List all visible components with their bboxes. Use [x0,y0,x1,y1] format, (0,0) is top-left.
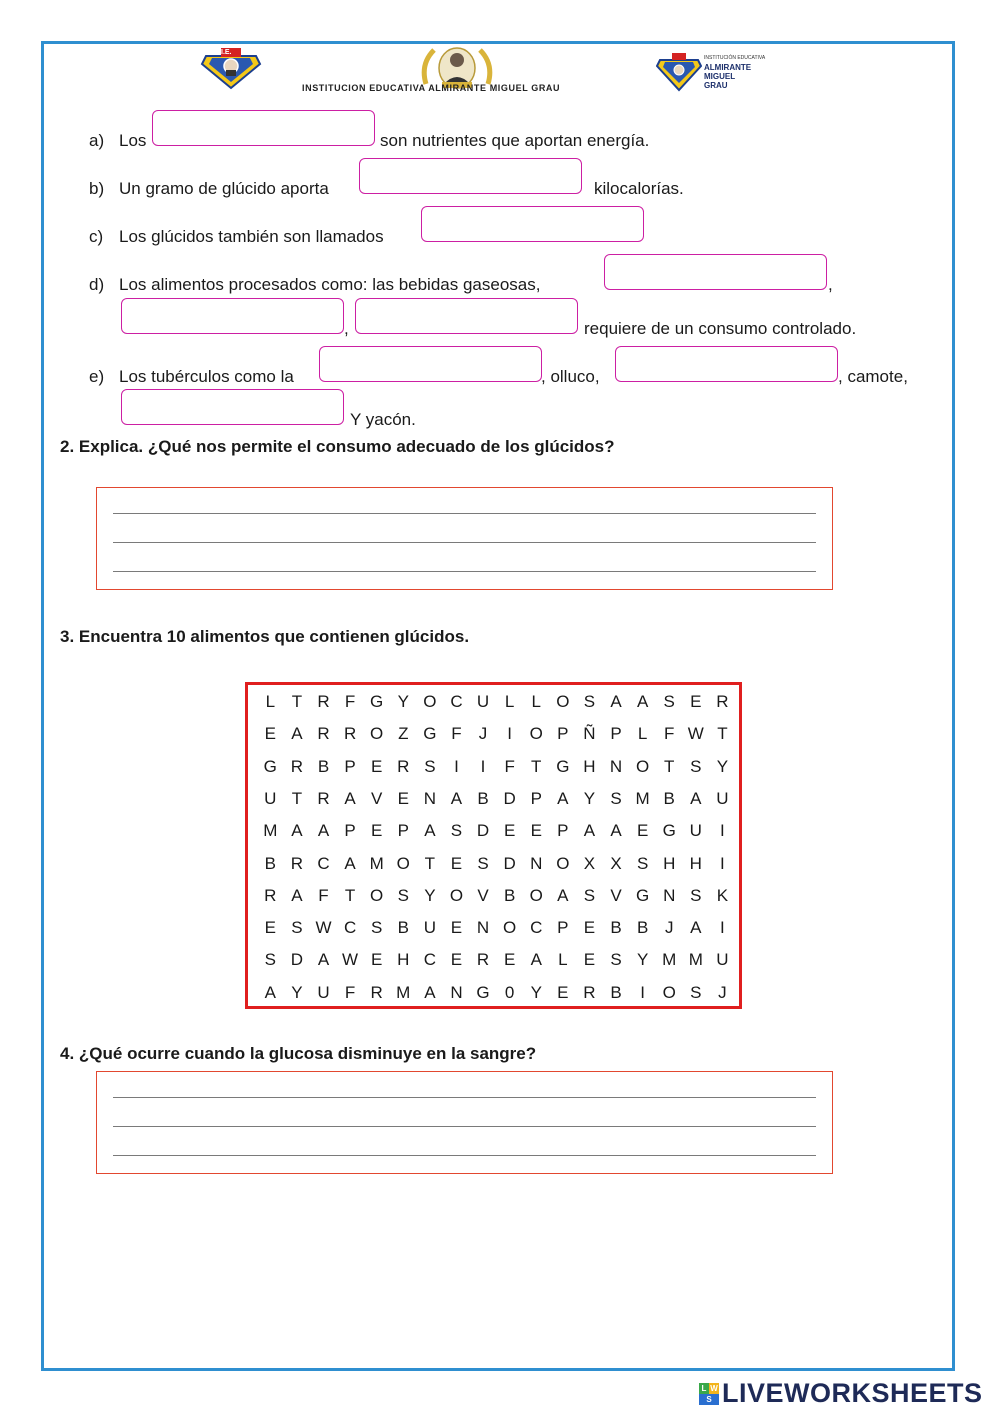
question-2-title: 2. Explica. ¿Qué nos permite el consumo adecuado de los glúcidos? [60,437,615,456]
word-search-letter[interactable]: V [610,885,622,905]
word-search-letter[interactable]: T [531,756,542,776]
word-search-letter[interactable]: A [450,788,463,808]
item-e-text-mid-1: , olluco, [541,367,600,386]
item-b-letter: b) [89,179,105,198]
word-search-letter[interactable]: L [558,950,568,970]
word-search-row [257,880,737,912]
word-search-letter[interactable]: S [636,853,649,873]
word-search-letter[interactable]: E [371,950,383,970]
item-e-answer-input-3[interactable] [121,389,344,425]
word-search-letter[interactable]: R [290,756,304,776]
word-search-letter[interactable]: R [343,724,357,744]
logo-right-wordmark [704,63,751,90]
word-search-letter[interactable]: H [689,853,702,873]
word-search-letter[interactable]: E [503,950,516,970]
item-b-answer-input[interactable] [359,158,582,194]
item-d-text-pre: Los alimentos procesados como: las bebidas gaseosas, [119,275,541,294]
word-search-letter[interactable]: S [690,982,702,1002]
liveworksheets-brand: LIVEWORKSHEETS [722,1378,983,1408]
word-search-letter[interactable]: S [610,788,622,808]
word-search-letter[interactable]: I [480,756,486,776]
word-search-letter[interactable]: L [265,692,276,711]
word-search-letter[interactable]: Y [397,692,409,711]
word-search-letter[interactable]: A [610,692,622,711]
item-b-text-post: kilocalorías. [594,179,684,198]
word-search-letter[interactable]: P [610,724,622,744]
word-search-letter[interactable]: M [263,821,278,841]
word-search-letter[interactable]: N [609,756,623,776]
word-search-letter[interactable]: B [503,885,516,905]
word-search-letter[interactable]: D [476,821,490,841]
word-search-letter[interactable]: M [396,982,411,1002]
word-search-letter[interactable]: L [531,692,541,711]
word-search-letter[interactable]: V [371,788,383,808]
word-search-letter[interactable]: R [290,853,304,873]
word-search-letter[interactable]: B [610,918,622,938]
word-search-letter[interactable]: A [636,692,649,711]
word-search-letter[interactable]: U [689,821,702,841]
word-search-letter[interactable]: F [664,724,675,744]
item-d-answer-input-2[interactable] [121,298,344,334]
word-search-letter[interactable]: Y [424,885,436,905]
word-search-letter[interactable]: N [663,885,676,905]
word-search-letter[interactable]: E [371,756,383,776]
word-search-letter[interactable]: N [476,918,490,938]
item-e-text-post: Y yacón. [350,410,416,429]
word-search-letter[interactable]: O [556,853,570,873]
word-search-letter[interactable]: R [583,982,596,1002]
item-d-text-post: requiere de un consumo controlado. [584,319,857,338]
word-search-letter[interactable]: A [530,950,542,970]
word-search-letter[interactable]: X [610,853,622,873]
word-search-letter[interactable]: J [478,724,488,744]
word-search-letter[interactable]: S [264,950,276,970]
word-search-letter[interactable]: A [317,950,330,970]
word-search-letter[interactable]: U [716,950,729,970]
word-search-letter[interactable]: L [637,724,648,744]
word-search-letter[interactable]: N [530,853,543,873]
item-d-comma-1: , [828,275,833,294]
word-search-letter[interactable]: E [636,821,649,841]
school-shield-right-logo [656,52,702,92]
word-search-letter[interactable]: O [449,885,464,905]
word-search-letter[interactable]: 0 [504,982,515,1002]
word-search-letter[interactable]: A [291,885,303,905]
word-search-letter[interactable]: T [344,885,356,905]
word-search-letter[interactable]: A [424,821,436,841]
logo-right-line-1: ALMIRANTE [704,63,752,72]
word-search-letter[interactable]: I [640,982,645,1002]
word-search-letter[interactable]: R [264,885,277,905]
item-d-answer-input-1[interactable] [604,254,827,290]
word-search-letter[interactable]: H [397,950,410,970]
word-search-letter[interactable]: T [291,692,303,711]
writing-line [113,542,816,543]
word-search-row [257,686,737,718]
question-2-answer-box[interactable] [96,487,833,590]
word-search-letter[interactable]: A [610,821,622,841]
word-search-letter[interactable]: E [450,853,463,873]
word-search-row [257,718,737,750]
item-c-text-pre: Los glúcidos también son llamados [119,227,384,246]
word-search-letter[interactable]: O [370,885,384,905]
word-search-letter[interactable]: E [450,950,463,970]
word-search-letter[interactable]: F [318,885,329,905]
word-search-letter[interactable]: P [344,821,356,841]
word-search-letter[interactable]: R [317,724,330,744]
word-search-letter[interactable]: S [371,918,383,938]
word-search-letter[interactable]: W [687,724,704,744]
item-d-letter: d) [89,275,105,294]
word-search-letter[interactable]: S [690,756,702,776]
word-search-letter[interactable]: I [454,756,459,776]
word-search-letter[interactable]: Y [291,982,303,1002]
word-search-letter[interactable]: A [291,724,303,744]
item-e-letter: e) [89,367,105,386]
word-search-letter[interactable]: S [477,853,489,873]
word-search-letter[interactable]: R [476,950,490,970]
word-search-letter[interactable]: E [397,788,409,808]
word-search-letter[interactable]: O [635,756,650,776]
word-search-letter[interactable]: F [344,982,356,1002]
word-search-letter[interactable]: T [424,853,436,873]
logo-left-text: I.E. [221,49,232,56]
word-search-letter[interactable]: P [530,788,542,808]
word-search-letter[interactable]: D [290,950,304,970]
word-search-letter[interactable]: E [264,724,276,744]
word-search-letter[interactable]: W [342,950,359,970]
word-search-letter[interactable]: Y [583,788,596,808]
word-search-letter[interactable]: I [507,724,512,744]
word-search-row [257,848,737,880]
word-search-letter[interactable]: E [583,918,596,938]
word-search-letter[interactable]: B [477,788,489,808]
word-search-letter[interactable]: S [610,950,622,970]
word-search-row [257,751,737,783]
word-search-letter[interactable]: O [529,885,543,905]
word-search-letter[interactable]: T [291,788,303,808]
word-search-letter[interactable]: I [720,821,725,841]
word-search-letter[interactable]: G [476,982,490,1002]
writing-line [113,1126,816,1127]
badge-letter-s: S [699,1394,719,1405]
word-search-letter[interactable]: A [344,788,356,808]
word-search-letter[interactable]: N [423,788,436,808]
badge-letter-l: L [699,1383,709,1394]
word-search-letter[interactable]: R [397,756,410,776]
word-search-row [257,912,737,944]
item-a-answer-input[interactable] [152,110,375,146]
word-search-letter[interactable]: G [662,821,676,841]
word-search-letter[interactable]: O [423,692,437,711]
question-4-answer-box[interactable] [96,1071,833,1174]
word-search-letter[interactable]: S [450,821,463,841]
word-search-row [257,944,737,976]
item-c-answer-input[interactable] [421,206,644,242]
word-search-letter[interactable]: H [583,756,596,776]
word-search-letter[interactable]: M [688,950,703,970]
word-search-letter[interactable]: O [556,692,570,711]
word-search-letter[interactable]: E [371,821,383,841]
word-search-letter[interactable]: B [610,982,622,1002]
item-a-text-post: son nutrientes que aportan energía. [380,131,650,150]
item-d-answer-input-3[interactable] [355,298,578,334]
writing-line [113,1155,816,1156]
word-search-letter[interactable]: S [690,885,702,905]
word-search-letter[interactable]: F [451,724,462,744]
word-search-letter[interactable]: P [557,821,569,841]
word-search-letter[interactable]: Ñ [583,724,596,744]
word-search-letter[interactable]: A [557,885,569,905]
word-search-letter[interactable]: N [450,982,463,1002]
word-search-letter[interactable]: A [317,821,330,841]
word-search-letter[interactable]: S [291,918,303,938]
writing-line [113,1097,816,1098]
word-search-letter[interactable]: B [636,918,649,938]
word-search-letter[interactable]: H [663,853,676,873]
item-e-answer-input-2[interactable] [615,346,838,382]
word-search-letter[interactable]: T [717,724,728,744]
item-c-letter: c) [89,227,104,246]
word-search-letter[interactable]: U [264,788,277,808]
word-search-grid[interactable] [245,682,742,1009]
word-search-letter[interactable]: E [450,918,463,938]
word-search-letter[interactable]: A [557,788,569,808]
word-search-letter[interactable]: A [424,982,436,1002]
word-search-letter[interactable]: M [369,853,384,873]
word-search-letter[interactable]: G [556,756,570,776]
word-search-letter[interactable]: P [397,821,409,841]
word-search-letter[interactable]: Y [636,950,649,970]
word-search-letter[interactable]: E [583,950,596,970]
word-search-letter[interactable]: K [716,885,729,905]
word-search-letter[interactable]: P [344,756,356,776]
item-e-text-pre: Los tubérculos como la [119,367,294,386]
writing-line [113,513,816,514]
word-search-letter[interactable]: Y [716,756,729,776]
word-search-letter[interactable]: P [557,918,569,938]
logo-right-line-2: MIGUEL [704,72,736,81]
item-a-text-pre: Los [119,131,147,150]
word-search-letter[interactable]: S [583,692,596,711]
item-a-letter: a) [89,131,105,150]
word-search-letter[interactable]: P [557,724,569,744]
word-search-letter[interactable]: C [343,918,357,938]
word-search-letter[interactable]: T [664,756,675,776]
word-search-letter[interactable]: O [662,982,676,1002]
word-search-letter[interactable]: R [317,692,330,711]
word-search-letter[interactable]: U [476,692,490,711]
word-search-letter[interactable]: J [664,918,674,938]
word-search-letter[interactable]: J [718,982,727,1002]
word-search-letter[interactable]: I [720,918,725,938]
word-search-letter[interactable]: O [370,724,384,744]
word-search-letter[interactable]: V [477,885,489,905]
liveworksheets-badge-icon [699,1383,719,1405]
word-search-letter[interactable]: A [344,853,356,873]
word-search-letter[interactable]: A [690,788,702,808]
word-search-row [257,815,737,847]
word-search-letter[interactable]: O [529,724,543,744]
institution-name: INSTITUCION EDUCATIVA ALMIRANTE MIGUEL GRAU [302,83,561,93]
badge-letter-w: W [710,1384,718,1393]
word-search-letter[interactable]: B [397,918,409,938]
word-search-letter[interactable]: M [635,788,650,808]
word-search-letter[interactable]: F [504,756,515,776]
word-search-letter[interactable]: L [504,692,515,711]
word-search-letter[interactable]: X [583,853,596,873]
word-search-letter[interactable]: R [716,692,729,711]
word-search-letter[interactable]: A [264,982,276,1002]
word-search-letter[interactable]: Z [398,724,409,744]
word-search-letter[interactable]: S [424,756,436,776]
word-search-letter[interactable]: E [264,918,276,938]
word-search-letter[interactable]: D [503,853,516,873]
question-3-title: 3. Encuentra 10 alimentos que contienen glúcidos. [60,627,470,646]
word-search-letter[interactable]: C [423,950,436,970]
word-search-letter[interactable]: C [317,853,330,873]
logo-right-caption: INSTITUCIÓN EDUCATIVA [704,55,766,61]
word-search-letter[interactable]: E [690,692,702,711]
word-search-letter[interactable]: S [397,885,409,905]
word-search-letter[interactable]: Y [530,982,542,1002]
question-4-title: 4. ¿Qué ocurre cuando la glucosa disminuye en la sangre? [60,1044,537,1063]
writing-line [113,571,816,572]
word-search-letter[interactable]: C [450,692,463,711]
word-search-letter[interactable]: C [530,918,543,938]
word-search-letter[interactable]: E [557,982,569,1002]
word-search-letter[interactable]: E [530,821,542,841]
item-e-text-mid-2: , camote, [838,367,908,386]
word-search-letter[interactable]: W [315,918,332,938]
word-search-letter[interactable]: E [503,821,516,841]
word-search-letter[interactable]: I [720,853,725,873]
word-search-letter[interactable]: G [423,724,437,744]
word-search-row [257,783,737,815]
word-search-letter[interactable]: S [663,692,675,711]
word-search-letter[interactable]: G [263,756,277,776]
word-search-row [257,977,737,1009]
word-search-letter[interactable]: F [344,692,356,711]
word-search-letter[interactable]: O [396,853,410,873]
word-search-letter[interactable]: A [690,918,702,938]
word-search-letter[interactable]: M [662,950,677,970]
word-search-letter[interactable]: B [663,788,675,808]
word-search-letter[interactable]: R [317,788,330,808]
item-e-answer-input-1[interactable] [319,346,542,382]
item-b-text-pre: Un gramo de glúcido aporta [119,179,329,198]
item-d-comma-2: , [344,319,349,338]
word-search-letter[interactable]: S [583,885,596,905]
word-search-letter[interactable]: G [635,885,650,905]
word-search-letter[interactable]: U [423,918,436,938]
word-search-letter[interactable]: B [264,853,276,873]
word-search-letter[interactable]: U [716,788,729,808]
word-search-letter[interactable]: O [503,918,517,938]
word-search-letter[interactable]: A [583,821,596,841]
word-search-letter[interactable]: B [317,756,330,776]
word-search-letter[interactable]: A [291,821,303,841]
word-search-letter[interactable]: R [370,982,383,1002]
word-search-letter[interactable]: D [503,788,516,808]
word-search-letter[interactable]: U [317,982,330,1002]
logo-right-line-3: GRAU [704,81,728,90]
word-search-letter[interactable]: G [370,692,384,711]
